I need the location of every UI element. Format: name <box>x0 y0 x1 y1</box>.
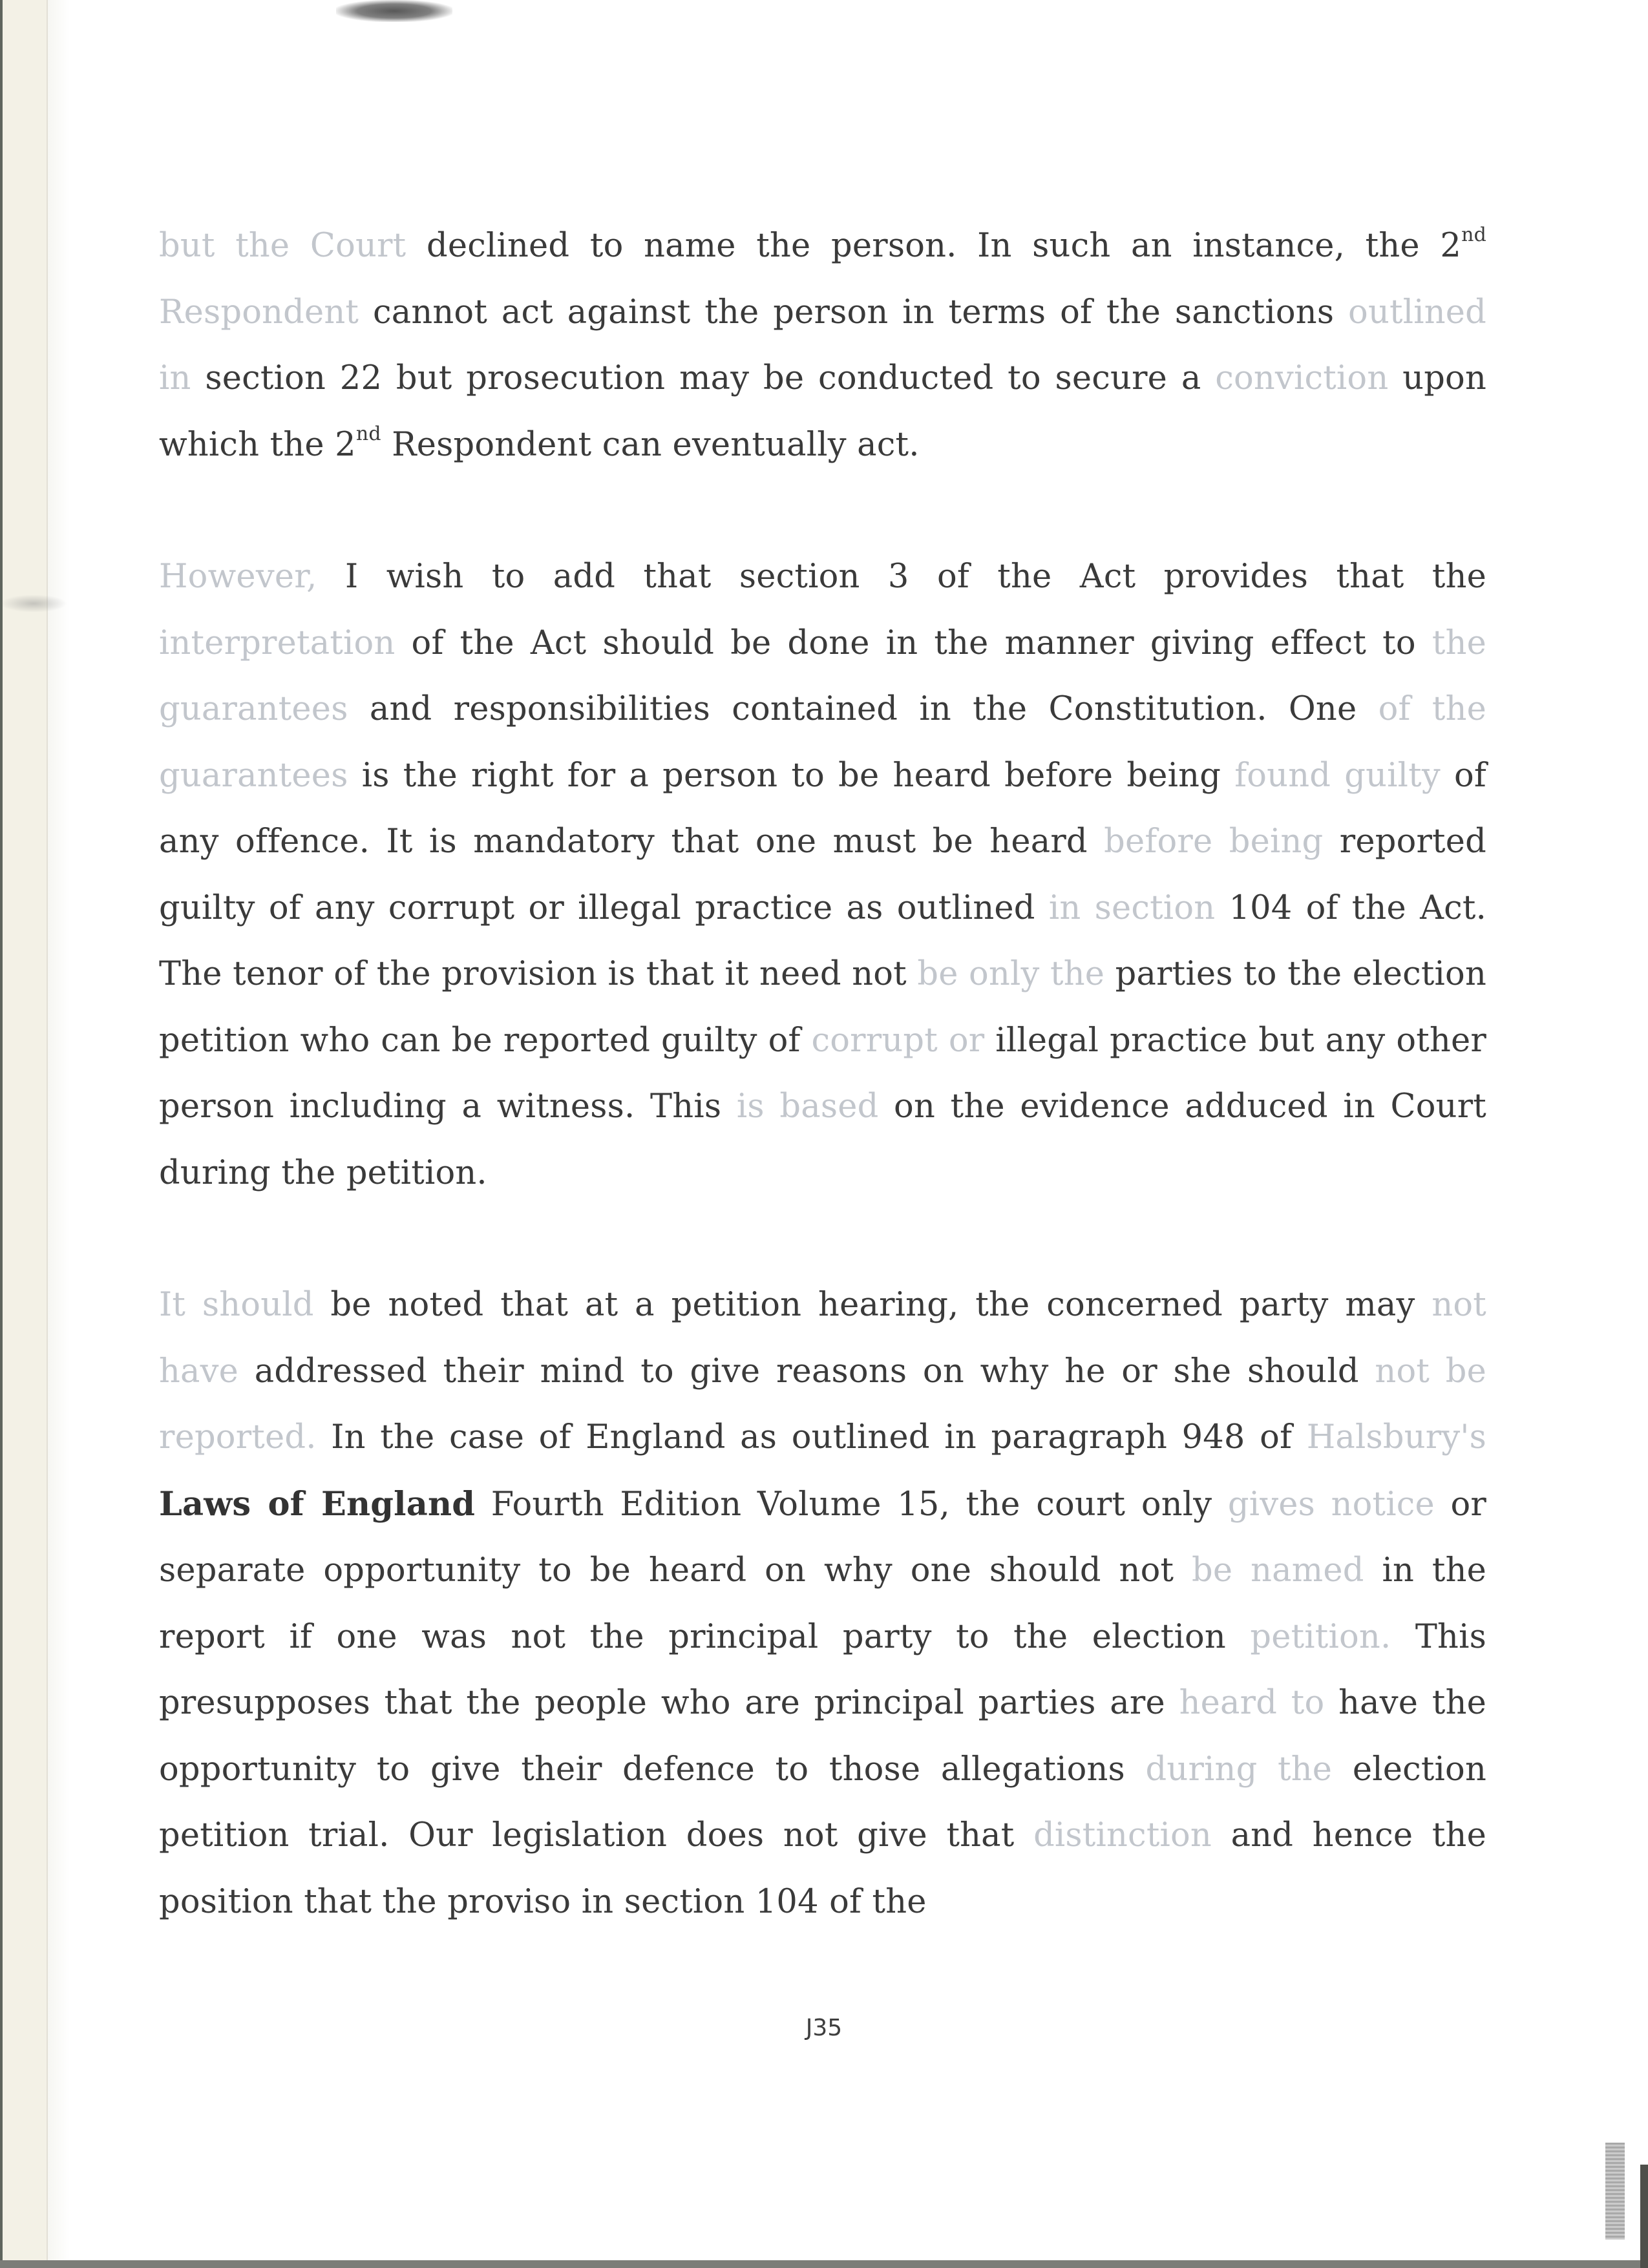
faded-text-segment: distinction <box>1033 1816 1212 1854</box>
faded-text-segment: of the guarantees <box>159 690 1487 795</box>
faded-text-segment: Respondent <box>159 293 359 331</box>
faded-text-segment: be only the <box>917 955 1105 993</box>
scan-left-margin-strip <box>0 0 48 2268</box>
faded-text-segment: However, <box>159 558 317 596</box>
text-segment: and responsibilities contained in the Constitution. One <box>348 690 1379 728</box>
faded-text-segment: It should <box>159 1286 314 1324</box>
text-segment: illegal practice but any other person including a witness. This <box>159 1021 1486 1126</box>
paragraph-2 <box>159 544 1486 1206</box>
page-number: J35 <box>805 2015 843 2041</box>
scan-left-shadow <box>48 0 70 2268</box>
text-segment: in the report if one was not the principal party to the election <box>159 1551 1486 1656</box>
text-segment: be noted that at a petition hearing, the concerned party may <box>313 1286 1432 1324</box>
citation-title: Laws of England <box>159 1484 476 1524</box>
text-segment: declined to name the person. In such an instance, the 2 <box>406 227 1462 265</box>
paragraph-3 <box>159 1272 1486 1935</box>
text-segment: and hence the position that the proviso in section 104 of the <box>159 1816 1486 1921</box>
faded-text-segment: petition. <box>1250 1617 1391 1656</box>
text-segment: I wish to add that section 3 of the Act provides that the <box>317 558 1486 596</box>
faded-text-segment: not have <box>159 1286 1486 1391</box>
scan-top-smudge <box>336 0 452 22</box>
faded-text-segment: heard to <box>1179 1684 1325 1722</box>
text-segment: cannot act against the person in terms of the sanctions <box>359 293 1349 331</box>
text-segment: Fourth Edition Volume 15, the court only <box>475 1485 1228 1524</box>
scan-right-edge <box>1640 2165 1648 2268</box>
scan-speckle-mark <box>0 594 67 613</box>
faded-text-segment: interpretation <box>159 624 396 662</box>
faded-text-segment: corrupt or <box>811 1021 985 1060</box>
text-segment: election petition trial. Our legislation does not give that <box>159 1750 1487 1854</box>
faded-text-segment: but the Court <box>159 227 407 265</box>
faded-text-segment: found guilty <box>1234 756 1441 795</box>
faded-text-segment: the guarantees <box>159 624 1486 728</box>
ordinal-suffix: nd <box>1461 224 1487 246</box>
text-segment: Respondent can eventually act. <box>381 425 920 464</box>
text-segment: of the Act should be done in the manner giving effect to <box>395 624 1432 662</box>
scan-bottom-edge <box>0 2260 1648 2268</box>
text-segment: 104 of the Act. The tenor of the provision is that it need not <box>159 888 1486 993</box>
faded-text-segment: be named <box>1192 1551 1364 1590</box>
faded-text-segment: before being <box>1104 823 1324 861</box>
faded-text-segment: is based <box>736 1087 879 1126</box>
text-segment: have the opportunity to give their defence to those allegations <box>159 1684 1486 1789</box>
faded-text-segment: gives notice <box>1227 1485 1435 1524</box>
document-body <box>159 213 1486 1935</box>
paragraph-1 <box>159 213 1486 478</box>
text-segment: This presupposes that the people who are principal parties are <box>159 1617 1486 1722</box>
faded-text-segment: during the <box>1145 1750 1333 1789</box>
faded-text-segment: conviction <box>1215 359 1389 397</box>
text-segment: addressed their mind to give reasons on why he or she should <box>238 1352 1375 1391</box>
scan-corner-smudge <box>1605 2143 1625 2240</box>
text-segment: is the right for a person to be heard before being <box>348 756 1235 795</box>
text-segment: of any offence. It is mandatory that one must be heard <box>159 756 1486 861</box>
text-segment: section 22 but prosecution may be conducted to secure a <box>191 359 1216 397</box>
faded-text-segment: not be reported. <box>159 1352 1486 1456</box>
text-segment: upon which the 2 <box>159 359 1487 464</box>
faded-text-segment: outlined in <box>159 293 1486 397</box>
faded-text-segment: in section <box>1048 888 1216 927</box>
ordinal-suffix: nd <box>355 422 381 445</box>
text-segment: reported guilty of any corrupt or illegal practice as outlined <box>159 823 1486 927</box>
text-segment: parties to the election petition who can be reported guilty of <box>159 955 1486 1060</box>
text-segment: In the case of England as outlined in paragraph 948 of <box>316 1418 1307 1456</box>
text-segment: or separate opportunity to be heard on why one should not <box>159 1485 1486 1590</box>
text-segment: on the evidence adduced in Court during the petition. <box>159 1087 1486 1192</box>
faded-text-segment: Halsbury's <box>1306 1418 1486 1456</box>
